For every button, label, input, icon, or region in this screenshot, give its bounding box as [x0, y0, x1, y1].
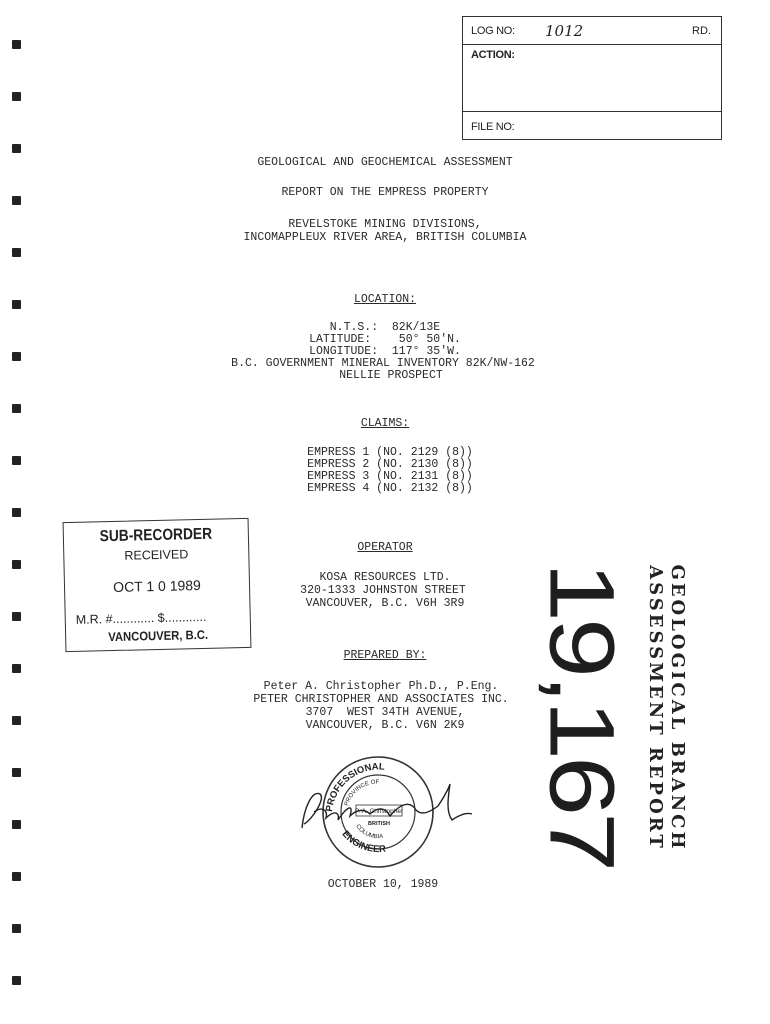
stamp-date: OCT 1 0 1989 — [113, 577, 202, 595]
seal-name: P. A. Christopher — [354, 808, 404, 815]
operator-line: 320-1333 JOHNSTON STREET — [300, 584, 466, 597]
report-number-text: 19,167 — [531, 561, 634, 869]
claims-heading: CLAIMS: — [360, 417, 410, 430]
location-line: N.T.S.: 82K/13E — [329, 321, 441, 334]
divider — [463, 44, 721, 45]
binding-hole — [12, 508, 21, 517]
stamp-title: SUB-RECORDER — [99, 525, 213, 546]
stamp-city: VANCOUVER, B.C. — [108, 627, 209, 645]
stamp-received: RECEIVED — [124, 547, 189, 563]
location-heading: LOCATION: — [353, 293, 417, 306]
seal-inner-bottom-text: COLUMBIA — [354, 823, 384, 841]
binding-hole — [12, 40, 21, 49]
claim-line: EMPRESS 1 (NO. 2129 (8)) — [307, 446, 473, 459]
claim-line: EMPRESS 2 (NO. 2130 (8)) — [307, 458, 473, 471]
report-title-line-1: GEOLOGICAL AND GEOCHEMICAL ASSESSMENT — [257, 156, 513, 169]
binding-hole — [12, 92, 21, 101]
operator-line: KOSA RESOURCES LTD. — [319, 571, 451, 584]
binding-holes — [0, 0, 30, 1024]
preparer-line: 3707 WEST 34TH AVENUE, — [305, 706, 465, 719]
rd-label: RD. — [692, 25, 711, 37]
report-title-line-3: REVELSTOKE MINING DIVISIONS, — [288, 218, 482, 231]
binding-hole — [12, 768, 21, 777]
operator-heading: OPERATOR — [357, 541, 413, 554]
branch-label-line-1: GEOLOGICAL BRANCH — [667, 564, 688, 852]
seal-inner-top-text: PROVINCE OF — [344, 779, 380, 807]
seal-outer-bottom-text: ENGINEER — [339, 828, 387, 856]
binding-hole — [12, 248, 21, 257]
location-line: NELLIE PROSPECT — [339, 369, 443, 382]
stamp-mr-line: M.R. #............ $............ — [75, 609, 207, 627]
divider — [463, 111, 721, 112]
report-title-line-4: INCOMAPPLEUX RIVER AREA, BRITISH COLUMBIA — [243, 231, 527, 244]
log-number-value: 1012 — [545, 22, 584, 40]
seal-british: BRITISH — [368, 821, 390, 827]
branch-label-line-2: ASSESSMENT REPORT — [645, 565, 666, 851]
action-label: ACTION: — [471, 49, 515, 61]
location-line: LATITUDE: 50° 50'N. — [309, 333, 461, 346]
log-number-row — [471, 22, 711, 41]
binding-hole — [12, 924, 21, 933]
professional-engineer-seal — [290, 750, 490, 870]
binding-hole — [12, 820, 21, 829]
location-line: B.C. GOVERNMENT MINERAL INVENTORY 82K/NW-162 — [231, 357, 535, 370]
seal-outer-top-text: PROFESSIONAL — [323, 761, 386, 813]
claim-line: EMPRESS 4 (NO. 2132 (8)) — [307, 482, 473, 495]
claim-line: EMPRESS 3 (NO. 2131 (8)) — [307, 470, 473, 483]
binding-hole — [12, 976, 21, 985]
log-box — [462, 16, 722, 140]
report-date: OCTOBER 10, 1989 — [327, 878, 439, 891]
operator-line: VANCOUVER, B.C. V6H 3R9 — [305, 597, 465, 610]
binding-hole — [12, 664, 21, 673]
binding-hole — [12, 404, 21, 413]
binding-hole — [12, 560, 21, 569]
preparer-line: VANCOUVER, B.C. V6N 2K9 — [305, 719, 465, 732]
binding-hole — [12, 612, 21, 621]
file-number-label: FILE NO: — [471, 121, 515, 133]
preparer-line: PETER CHRISTOPHER AND ASSOCIATES INC. — [253, 693, 509, 706]
preparer-line: Peter A. Christopher Ph.D., P.Eng. — [263, 680, 499, 693]
location-line: LONGITUDE: 117° 35'W. — [309, 345, 461, 358]
prepared-by-heading: PREPARED BY: — [343, 649, 427, 662]
log-number-label: LOG NO: — [471, 25, 515, 37]
sub-recorder-stamp — [63, 518, 252, 652]
binding-hole — [12, 144, 21, 153]
report-title-line-2: REPORT ON THE EMPRESS PROPERTY — [281, 186, 489, 199]
